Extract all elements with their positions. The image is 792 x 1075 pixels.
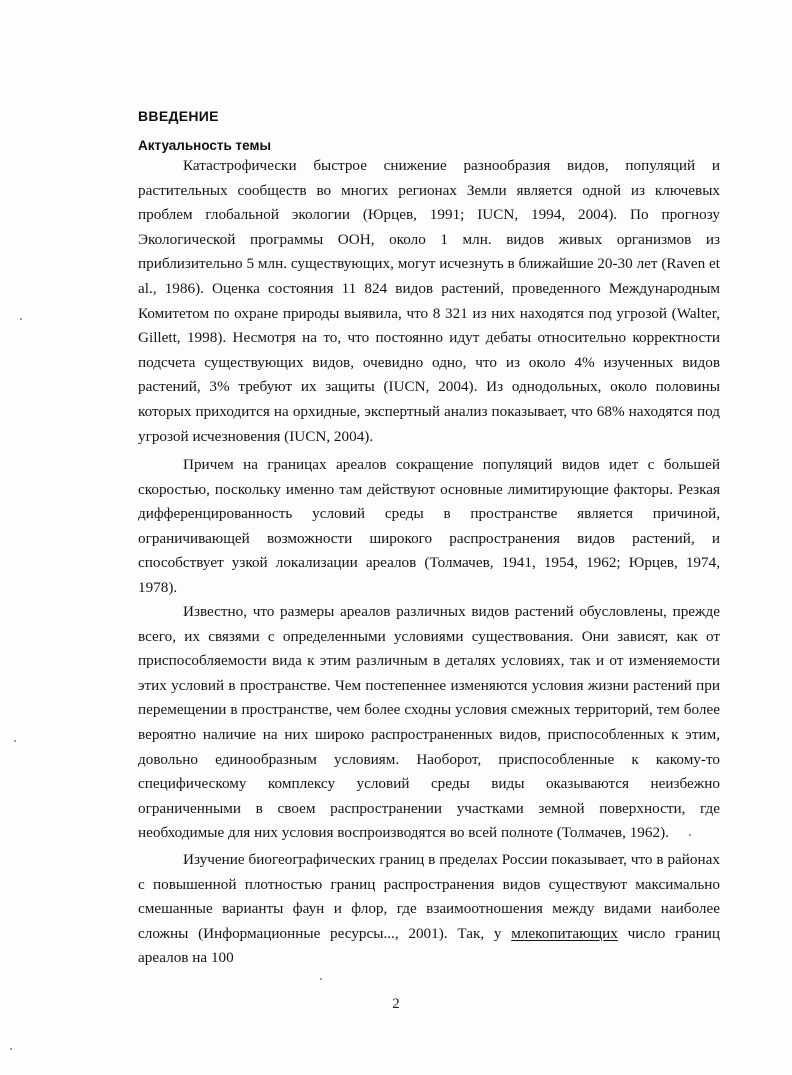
paragraph-4 xyxy=(138,848,720,971)
scan-speck xyxy=(10,1048,12,1050)
page-number: 2 xyxy=(392,996,400,1012)
paragraph-2-text: Причем на границах ареалов сокращение популяций видов идет с большей скоростью, поскольку именно там действуют основные лимитирующие факторы. Резкая дифференцированность условий среды в пространстве является причиной, ограничивающей возможности широкого распространения видов растений, и способствует узкой локализации ареалов (Толмачев, 1941, 1954, 1962; Юрцев, 1974, 1978). xyxy=(138,456,720,596)
underlined-term: млекопитающих xyxy=(511,924,618,942)
scan-speck xyxy=(14,740,16,742)
paragraph-3 xyxy=(138,600,720,846)
paragraph-1 xyxy=(138,154,720,449)
paragraph-4-lead: Изучение биогеографических границ в пределах России показывает, что в районах с повышенной плотностью границ распространения видов существуют максимально смешанные варианты фаун и флор, где взаимоотношения между видами наиболее сложны (Информационные ресурсы..., 2001). Так, у xyxy=(138,851,720,942)
section-heading: ВВЕДЕНИЕ xyxy=(138,108,219,124)
paragraph-2 xyxy=(138,453,720,601)
scan-speck xyxy=(320,978,322,980)
paragraph-3-text: Известно, что размеры ареалов различных видов растений обусловлены, прежде всего, их связями с определенными условиями существования. Они зависят, как от приспособляемости вида к этим различным в деталях условиях, так и от изменяемости этих условий в пространстве. Чем постепеннее изменяются условия жизни растений при перемещении в пространстве, чем более сходны условия смежных территорий, тем более вероятно наличие на них широко распространенных видов, приспособленных к этим, довольно единообразным условиям. Наоборот, приспособленные к какому-то специфическому комплексу условий среды виды оказываются неизбежно ограниченными в своем распространении участками земной поверхности, где необходимые для них условия воспроизводятся во всей полноте (Толмачев, 1962). xyxy=(138,603,720,842)
paragraph-1-text: Катастрофически быстрое снижение разнообразия видов, популяций и растительных сообществ во многих регионах Земли является одной из ключевых проблем глобальной экологии (Юрцев, 1991; IUCN, 1994, 2004). По прогнозу Экологической программы ООН, около 1 млн. видов живых организмов из приблизительно 5 млн. существующих, могут исчезнуть в ближайшие 20-30 лет (Raven et al., 1986). Оценка состояния 11 824 видов растений, проведенного Международным Комитетом по охране природы выявила, что 8 321 из них находятся под угрозой (Walter, Gillett, 1998). Несмотря на то, что постоянно идут дебаты относительно корректности подсчета существующих видов, очевидно одно, что из около 4% изученных видов растений, 3% требуют их защиты (IUCN, 2004). Из однодольных, около половины которых приходится на орхидные, экспертный анализ показывает, что 68% находятся под угрозой исчезновения (IUCN, 2004). xyxy=(138,157,720,445)
scan-speck xyxy=(689,834,691,836)
scan-speck xyxy=(20,318,22,320)
paragraph-4-text xyxy=(138,848,720,971)
section-subheading: Актуальность темы xyxy=(138,138,272,153)
paragraph-4-tail: число границ ареалов на 100 xyxy=(138,924,720,967)
